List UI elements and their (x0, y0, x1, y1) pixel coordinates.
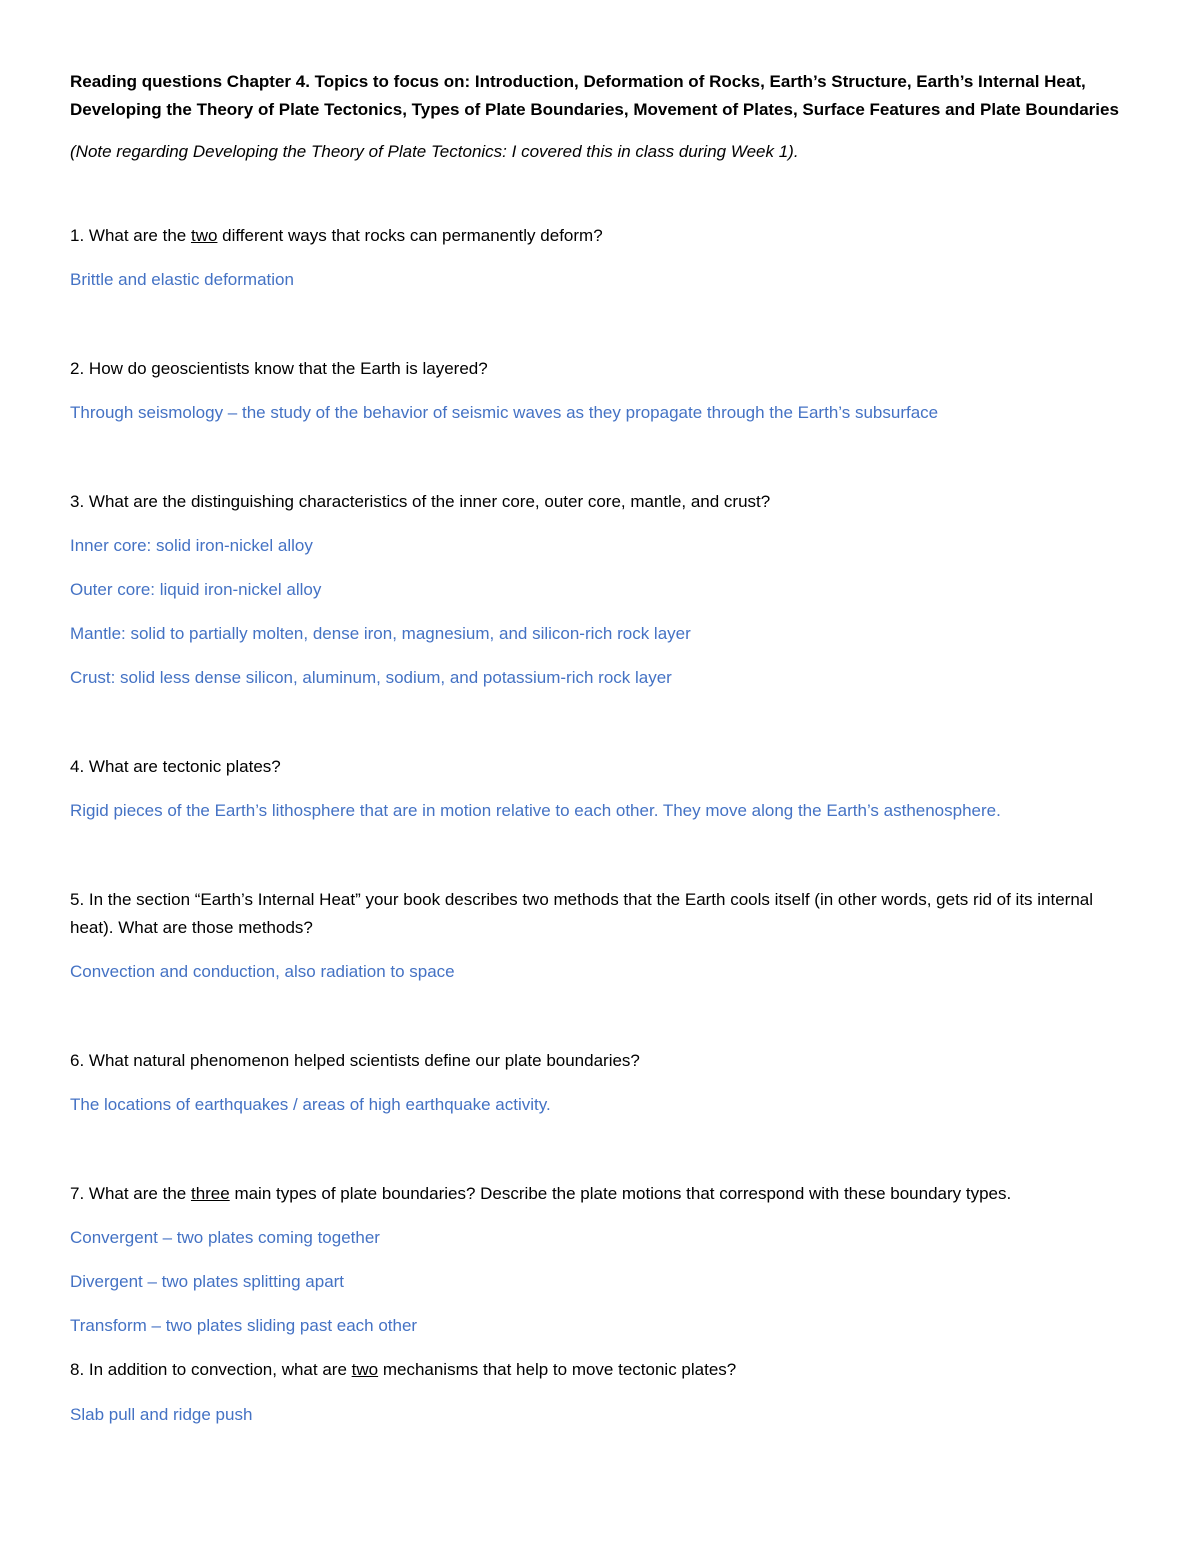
question-4: 4. What are tectonic plates? (70, 757, 281, 776)
question-number: 4. (70, 757, 85, 776)
question-6: 6. What natural phenomenon helped scientists define our plate boundaries? (70, 1051, 640, 1070)
answer-7-divergent: Divergent – two plates splitting apart (70, 1272, 345, 1291)
answer-6: The locations of earthquakes / areas of high earthquake activity. (70, 1095, 551, 1114)
question-number: 8. (70, 1360, 85, 1379)
answer-5: Convection and conduction, also radiation to space (70, 962, 455, 981)
answer-3-inner-core: Inner core: solid iron-nickel alloy (70, 536, 313, 555)
question-number: 5. (70, 890, 85, 909)
answer-3-outer-core: Outer core: liquid iron-nickel alloy (70, 580, 322, 599)
question-5: 5. In the section “Earth’s Internal Heat” your book describes two methods that the Earth cools itself (in other words, gets rid of its internal heat). What are those methods? (70, 890, 1094, 937)
question-number: 6. (70, 1051, 85, 1070)
answer-3-mantle: Mantle: solid to partially molten, dense iron, magnesium, and silicon-rich rock layer (70, 624, 691, 643)
answer-1: Brittle and elastic deformation (70, 270, 294, 289)
answer-4: Rigid pieces of the Earth’s lithosphere that are in motion relative to each other. They move along the Earth’s asthenosphere. (70, 801, 1001, 820)
emphasis-underline: two (190, 226, 218, 245)
question-7: 7. What are the three main types of plate boundaries? Describe the plate motions that correspond with these boundary types. (70, 1184, 1012, 1203)
answer-3-crust: Crust: solid less dense silicon, aluminum, sodium, and potassium-rich rock layer (70, 668, 672, 687)
question-number: 3. (70, 492, 85, 511)
emphasis-underline: two (351, 1360, 379, 1379)
answer-8: Slab pull and ridge push (70, 1405, 253, 1424)
emphasis-underline: three (190, 1184, 230, 1203)
question-3: 3. What are the distinguishing characteristics of the inner core, outer core, mantle, and crust? (70, 492, 771, 511)
answer-7-convergent: Convergent – two plates coming together (70, 1228, 380, 1247)
assignment-header: Reading questions Chapter 4. Topics to focus on: Introduction, Deformation of Rocks, Earth’s Structure, Earth’s Internal Heat, Developing the Theory of Plate Tectonics, Types of Plate Boundaries, Movement of Plates, Surface Features and Plate Boundaries (70, 72, 1119, 119)
question-2: 2. How do geoscientists know that the Earth is layered? (70, 359, 488, 378)
question-8: 8. In addition to convection, what are two mechanisms that help to move tectonic plates? (70, 1360, 737, 1379)
answer-7-transform: Transform – two plates sliding past each other (70, 1316, 418, 1335)
question-number: 2. (70, 359, 85, 378)
header-note: (Note regarding Developing the Theory of Plate Tectonics: I covered this in class during Week 1). (70, 142, 799, 161)
document-page (70, 68, 1140, 1429)
question-number: 1. (70, 226, 85, 245)
question-1: 1. What are the two different ways that rocks can permanently deform? (70, 226, 603, 245)
question-number: 7. (70, 1184, 85, 1203)
answer-2: Through seismology – the study of the behavior of seismic waves as they propagate through the Earth’s subsurface (70, 403, 939, 422)
